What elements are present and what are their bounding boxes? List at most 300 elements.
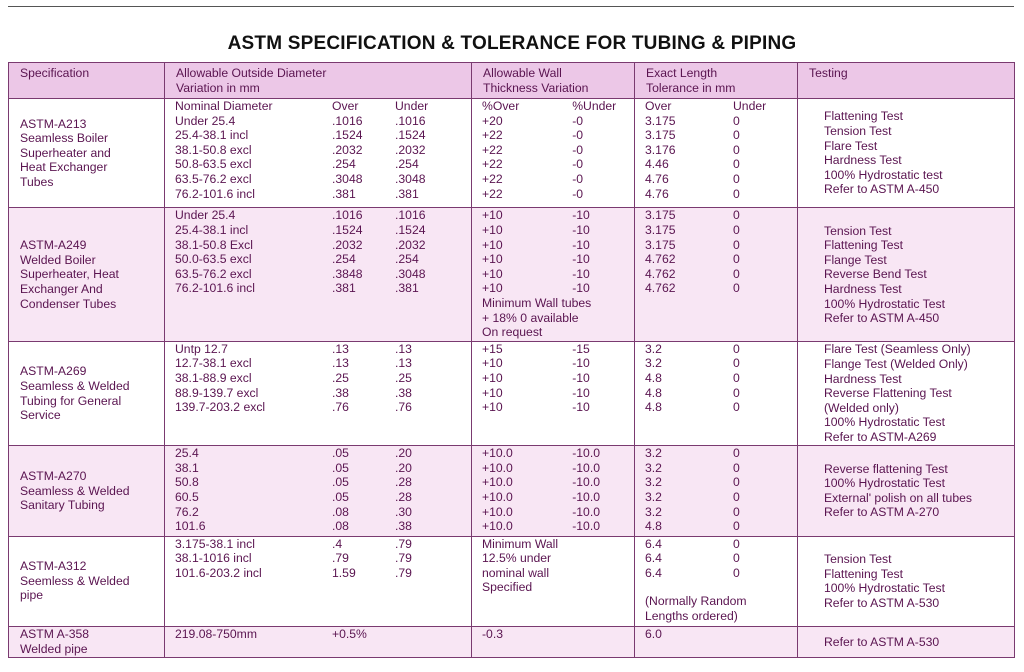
length-value: 0 bbox=[733, 490, 740, 504]
od-cell bbox=[165, 626, 472, 657]
testing-cell bbox=[798, 341, 1015, 445]
od-line bbox=[175, 371, 465, 386]
spec-cell bbox=[9, 208, 165, 341]
wall-line bbox=[482, 187, 628, 202]
length-value: 0 bbox=[733, 400, 740, 415]
wall-value: %Under bbox=[572, 99, 617, 113]
spec-cell bbox=[9, 626, 165, 657]
length-value: 0 bbox=[733, 475, 740, 490]
length-value: 3.175 bbox=[645, 113, 676, 128]
wall-value bbox=[572, 627, 628, 642]
length-cell bbox=[635, 341, 798, 445]
wall-value: +10 bbox=[482, 208, 503, 223]
wall-value: -10.0 bbox=[572, 490, 600, 504]
test-item: Hardness Test bbox=[824, 153, 902, 168]
od-value: 25.4-38.1 incl bbox=[175, 222, 249, 237]
length-value: 0 bbox=[733, 565, 740, 580]
od-value: .20 bbox=[395, 460, 412, 475]
od-value: .381 bbox=[332, 281, 356, 296]
od-value: .25 bbox=[395, 371, 412, 386]
od-value: 3.175-38.1 incl bbox=[175, 536, 255, 551]
length-value: 0 bbox=[733, 113, 740, 128]
od-line bbox=[175, 281, 465, 296]
length-value: 0 bbox=[733, 519, 740, 534]
od-line bbox=[175, 157, 465, 172]
spec-line: Service bbox=[20, 408, 61, 423]
od-line bbox=[175, 342, 465, 357]
page-title: ASTM SPECIFICATION & TOLERANCE FOR TUBING & PIPING bbox=[227, 33, 797, 54]
length-line bbox=[645, 143, 791, 158]
wall-value: +20 bbox=[482, 113, 503, 128]
od-value: .2032 bbox=[395, 142, 426, 157]
length-value: 3.175 bbox=[645, 128, 676, 143]
od-value: .79 bbox=[332, 551, 349, 566]
od-value bbox=[395, 627, 455, 642]
length-value: 4.762 bbox=[645, 266, 676, 281]
test-item: Tension Test bbox=[824, 124, 892, 138]
od-value: .1016 bbox=[332, 208, 363, 223]
length-value: 4.8 bbox=[645, 385, 662, 400]
od-value: 76.2-101.6 incl bbox=[175, 186, 255, 201]
test-item: Refer to ASTM A-270 bbox=[824, 505, 940, 520]
length-line bbox=[645, 267, 791, 282]
spec-line: Heat Exchanger bbox=[20, 160, 108, 175]
od-line bbox=[175, 551, 465, 566]
length-value: 0 bbox=[733, 281, 740, 296]
spec-line: Welded pipe bbox=[20, 641, 88, 656]
od-value: 38.1-88.9 excl bbox=[175, 371, 252, 386]
length-line bbox=[645, 238, 791, 253]
wall-value: +10.0 bbox=[482, 446, 513, 461]
od-value: .79 bbox=[395, 565, 412, 580]
od-value: 63.5-76.2 excl bbox=[175, 171, 252, 186]
wall-cell bbox=[472, 341, 635, 445]
od-value: 50.8-63.5 excl bbox=[175, 157, 252, 172]
od-value: .38 bbox=[332, 385, 349, 400]
test-item: Flange Test bbox=[824, 252, 887, 267]
wall-cell bbox=[472, 626, 635, 657]
od-value: .1524 bbox=[332, 222, 363, 237]
od-value: .1524 bbox=[332, 128, 363, 143]
od-value: .05 bbox=[332, 446, 349, 461]
length-value: 3.2 bbox=[645, 490, 662, 504]
length-line bbox=[645, 172, 791, 187]
header-outside-diameter: Allowable Outside Diameter Variation in mm bbox=[165, 63, 472, 99]
wall-value: -10.0 bbox=[572, 460, 600, 475]
wall-value: +22 bbox=[482, 128, 503, 143]
od-cell bbox=[165, 536, 472, 626]
length-line bbox=[645, 551, 791, 566]
wall-note: nominal wall bbox=[482, 565, 550, 580]
length-line bbox=[645, 99, 791, 114]
od-value: Untp 12.7 bbox=[175, 341, 228, 356]
od-line bbox=[175, 172, 465, 187]
wall-value: -10 bbox=[572, 208, 590, 223]
od-value: .05 bbox=[332, 475, 349, 490]
od-line bbox=[175, 223, 465, 238]
length-value: 6.4 bbox=[645, 536, 662, 551]
length-value: 3.2 bbox=[645, 341, 662, 356]
od-line bbox=[175, 267, 465, 282]
od-value: 38.1-1016 incl bbox=[175, 551, 252, 566]
od-value: Under 25.4 bbox=[175, 208, 236, 223]
length-line bbox=[645, 187, 791, 202]
wall-value: +10.0 bbox=[482, 504, 513, 519]
wall-value: +10 bbox=[482, 356, 503, 371]
od-value: .254 bbox=[332, 252, 356, 267]
wall-value: -10.0 bbox=[572, 519, 600, 534]
wall-value: -0 bbox=[572, 171, 584, 186]
od-line bbox=[175, 566, 465, 581]
length-cell bbox=[635, 99, 798, 208]
od-line bbox=[175, 627, 465, 642]
od-value: 38.1 bbox=[175, 460, 199, 475]
header-testing: Testing bbox=[798, 63, 1015, 99]
spec-line: Seamless & Welded bbox=[20, 483, 130, 498]
length-value: 4.76 bbox=[645, 171, 669, 186]
wall-value: +10 bbox=[482, 222, 503, 237]
length-line bbox=[645, 356, 791, 371]
wall-value: -0 bbox=[572, 128, 584, 143]
od-value: .08 bbox=[332, 504, 349, 519]
length-value bbox=[733, 627, 773, 642]
length-line bbox=[645, 128, 791, 143]
wall-value: +15 bbox=[482, 341, 503, 356]
wall-line bbox=[482, 252, 628, 267]
spec-line: ASTM-A269 bbox=[20, 364, 87, 379]
spec-line: ASTM-A249 bbox=[20, 238, 87, 253]
length-line bbox=[645, 400, 791, 415]
length-cell bbox=[635, 446, 798, 536]
wall-value: +10 bbox=[482, 281, 503, 296]
length-value: 6.4 bbox=[645, 551, 662, 566]
od-value: 101.6-203.2 incl bbox=[175, 565, 262, 580]
spec-line: ASTM-A213 bbox=[20, 116, 87, 131]
wall-note: + 18% 0 available bbox=[482, 310, 579, 325]
wall-note: On request bbox=[482, 325, 543, 340]
od-line bbox=[175, 490, 465, 505]
od-value: .254 bbox=[332, 157, 356, 172]
od-value: 219.08-750mm bbox=[175, 626, 257, 641]
testing-cell bbox=[798, 208, 1015, 341]
wall-line bbox=[482, 99, 628, 114]
wall-value: +22 bbox=[482, 171, 503, 186]
wall-line bbox=[482, 505, 628, 520]
od-value: 25.4 bbox=[175, 446, 199, 461]
length-value: 3.2 bbox=[645, 356, 662, 371]
length-value: 0 bbox=[733, 142, 740, 157]
od-value: Over bbox=[332, 99, 359, 113]
wall-value: -0 bbox=[572, 142, 584, 157]
test-item: Refer to ASTM A-450 bbox=[824, 182, 940, 197]
wall-line bbox=[482, 356, 628, 371]
od-cell bbox=[165, 341, 472, 445]
od-value: .38 bbox=[395, 519, 412, 534]
spec-line: Superheater, Heat bbox=[20, 267, 119, 282]
length-value: 0 bbox=[733, 385, 740, 400]
wall-line bbox=[482, 128, 628, 143]
od-value: 76.2 bbox=[175, 504, 199, 519]
od-line bbox=[175, 537, 465, 552]
test-item: External' polish on all tubes bbox=[824, 490, 972, 505]
wall-value: +10 bbox=[482, 266, 503, 281]
length-value: 0 bbox=[733, 208, 740, 223]
wall-line bbox=[482, 267, 628, 282]
od-value: .20 bbox=[395, 446, 412, 461]
od-value: .28 bbox=[395, 490, 412, 504]
spec-cell bbox=[9, 446, 165, 536]
length-value: 3.175 bbox=[645, 208, 676, 223]
od-line bbox=[175, 356, 465, 371]
od-line bbox=[175, 99, 465, 114]
length-line bbox=[645, 627, 791, 642]
od-value: .2032 bbox=[332, 142, 363, 157]
testing-cell bbox=[798, 99, 1015, 208]
od-value: 101.6 bbox=[175, 519, 206, 534]
wall-value: -10 bbox=[572, 237, 590, 252]
length-value: Under bbox=[733, 99, 767, 113]
od-value: .254 bbox=[395, 157, 419, 172]
test-item: Refer to ASTM A-450 bbox=[824, 311, 940, 326]
length-value: 0 bbox=[733, 551, 740, 566]
wall-value: -10 bbox=[572, 266, 590, 281]
od-value: 76.2-101.6 incl bbox=[175, 281, 255, 296]
wall-value: +22 bbox=[482, 157, 503, 172]
length-value: 0 bbox=[733, 504, 740, 519]
wall-value: -0 bbox=[572, 186, 584, 201]
wall-line bbox=[482, 490, 628, 505]
od-value: .79 bbox=[395, 536, 412, 551]
wall-line bbox=[482, 386, 628, 401]
od-value: .05 bbox=[332, 490, 349, 504]
test-item: (Welded only) bbox=[824, 400, 899, 415]
test-item: Reverse flattening Test bbox=[824, 461, 948, 476]
wall-line bbox=[482, 114, 628, 129]
test-item: Hardness Test bbox=[824, 371, 902, 386]
od-value: .2032 bbox=[332, 237, 363, 252]
test-item: Flare Test (Seamless Only) bbox=[824, 342, 971, 357]
wall-value: -10 bbox=[572, 371, 590, 386]
length-value: 0 bbox=[733, 157, 740, 172]
od-value: .3048 bbox=[395, 171, 426, 186]
od-value: .3848 bbox=[332, 266, 363, 281]
length-value: 0 bbox=[733, 237, 740, 252]
length-spacer bbox=[645, 580, 791, 594]
length-value: 0 bbox=[733, 266, 740, 281]
wall-line bbox=[482, 461, 628, 476]
wall-line bbox=[482, 371, 628, 386]
od-value: .1016 bbox=[395, 208, 426, 223]
length-value: 0 bbox=[733, 171, 740, 186]
length-line bbox=[645, 371, 791, 386]
od-value: .1016 bbox=[395, 113, 426, 128]
spec-line: Superheater and bbox=[20, 145, 111, 160]
length-value: 0 bbox=[733, 222, 740, 237]
od-line bbox=[175, 461, 465, 476]
test-item: Flattening Test bbox=[824, 238, 904, 253]
wall-line bbox=[482, 172, 628, 187]
test-item: Hardness Test bbox=[824, 281, 902, 296]
od-line bbox=[175, 400, 465, 415]
test-item: 100% Hydrostatic test bbox=[824, 167, 943, 182]
wall-value: -10.0 bbox=[572, 446, 600, 461]
length-cell bbox=[635, 536, 798, 626]
testing-cell bbox=[798, 536, 1015, 626]
top-rule bbox=[8, 6, 1014, 7]
wall-value: +10.0 bbox=[482, 490, 513, 504]
wall-value: -0 bbox=[572, 113, 584, 128]
length-value: 0 bbox=[733, 128, 740, 143]
spec-line: Seemless & Welded bbox=[20, 573, 130, 588]
od-line bbox=[175, 143, 465, 158]
wall-cell bbox=[472, 446, 635, 536]
od-value: 1.59 bbox=[332, 565, 356, 580]
length-line bbox=[645, 519, 791, 534]
spec-line: Condenser Tubes bbox=[20, 296, 117, 311]
wall-value: +10 bbox=[482, 252, 503, 267]
length-line bbox=[645, 252, 791, 267]
od-cell bbox=[165, 208, 472, 341]
od-value: 38.1-50.8 Excl bbox=[175, 237, 253, 252]
wall-line bbox=[482, 143, 628, 158]
spec-line: Exchanger And bbox=[20, 281, 103, 296]
test-item: 100% Hydrostatic Test bbox=[824, 296, 946, 311]
test-item: Flattening Test bbox=[824, 109, 904, 124]
length-value: 4.8 bbox=[645, 400, 662, 415]
spec-cell bbox=[9, 536, 165, 626]
length-value: 3.175 bbox=[645, 237, 676, 252]
length-value: 3.2 bbox=[645, 475, 662, 490]
wall-line bbox=[482, 446, 628, 461]
wall-value: +10 bbox=[482, 385, 503, 400]
table-row bbox=[9, 341, 1015, 445]
od-value: .381 bbox=[332, 186, 356, 201]
testing-cell bbox=[798, 626, 1015, 657]
test-item: Refer to ASTM A-530 bbox=[824, 634, 940, 649]
length-line bbox=[645, 223, 791, 238]
od-line bbox=[175, 114, 465, 129]
wall-value: +10 bbox=[482, 371, 503, 386]
od-cell bbox=[165, 99, 472, 208]
length-value: 3.2 bbox=[645, 460, 662, 475]
od-value: .38 bbox=[395, 385, 412, 400]
length-cell bbox=[635, 626, 798, 657]
length-value: 0 bbox=[733, 371, 740, 386]
header-length-tolerance: Exact Length Tolerance in mm bbox=[635, 63, 798, 99]
wall-value: +22 bbox=[482, 186, 503, 201]
length-value: 6.4 bbox=[645, 565, 662, 580]
length-value: 0 bbox=[733, 341, 740, 356]
wall-line bbox=[482, 519, 628, 534]
od-value: 63.5-76.2 excl bbox=[175, 266, 252, 281]
wall-value: +10 bbox=[482, 237, 503, 252]
table-row bbox=[9, 99, 1015, 208]
wall-value: -0 bbox=[572, 157, 584, 172]
length-value: 3.176 bbox=[645, 142, 676, 157]
length-value: 3.2 bbox=[645, 446, 662, 461]
wall-line bbox=[482, 400, 628, 415]
length-cell bbox=[635, 208, 798, 341]
length-value: 3.2 bbox=[645, 504, 662, 519]
table-row bbox=[9, 446, 1015, 536]
test-item: Tension Test bbox=[824, 552, 892, 566]
length-value: 4.762 bbox=[645, 281, 676, 296]
od-value: +0.5% bbox=[332, 626, 367, 641]
wall-note: Minimum Wall tubes bbox=[482, 295, 592, 310]
astm-tolerance-table bbox=[8, 62, 1015, 658]
od-value: 60.5 bbox=[175, 490, 199, 504]
od-value: 25.4-38.1 incl bbox=[175, 128, 249, 143]
od-line bbox=[175, 187, 465, 202]
od-value: .2032 bbox=[395, 237, 426, 252]
od-value: .28 bbox=[395, 475, 412, 490]
wall-line bbox=[482, 223, 628, 238]
wall-value: +22 bbox=[482, 142, 503, 157]
test-item: Refer to ASTM-A269 bbox=[824, 430, 937, 445]
test-item: Reverse Flattening Test bbox=[824, 386, 952, 401]
length-value: 0 bbox=[733, 460, 740, 475]
wall-value: +10 bbox=[482, 400, 503, 415]
wall-value: -10 bbox=[572, 400, 590, 415]
wall-line bbox=[482, 475, 628, 490]
length-value: 4.8 bbox=[645, 371, 662, 386]
od-value: .1524 bbox=[395, 128, 426, 143]
length-line bbox=[645, 537, 791, 552]
test-item: 100% Hydrostatic Test bbox=[824, 415, 946, 430]
table-row bbox=[9, 626, 1015, 657]
od-value: .13 bbox=[332, 356, 349, 371]
wall-line bbox=[482, 281, 628, 296]
od-line bbox=[175, 238, 465, 253]
wall-value: -0.3 bbox=[482, 626, 504, 641]
spec-line: Seamless Boiler bbox=[20, 131, 109, 146]
wall-value: -10.0 bbox=[572, 504, 600, 519]
length-value: 0 bbox=[733, 252, 740, 267]
length-line bbox=[645, 114, 791, 129]
spec-line: Tubing for General bbox=[20, 393, 122, 408]
spec-line: Welded Boiler bbox=[20, 252, 96, 267]
wall-value: -10 bbox=[572, 222, 590, 237]
wall-line bbox=[482, 238, 628, 253]
test-item: 100% Hydrostatic Test bbox=[824, 476, 946, 491]
od-value: .381 bbox=[395, 186, 419, 201]
spec-line: ASTM-A270 bbox=[20, 468, 87, 483]
od-value: .1524 bbox=[395, 222, 426, 237]
length-value: 0 bbox=[733, 446, 740, 461]
length-line bbox=[645, 342, 791, 357]
wall-value: +10.0 bbox=[482, 460, 513, 475]
length-line bbox=[645, 157, 791, 172]
wall-value: -10.0 bbox=[572, 475, 600, 490]
wall-note: 12.5% under bbox=[482, 551, 552, 566]
od-line bbox=[175, 386, 465, 401]
wall-cell bbox=[472, 208, 635, 341]
od-value: .4 bbox=[332, 536, 343, 551]
length-value: 0 bbox=[733, 186, 740, 201]
od-line bbox=[175, 208, 465, 223]
length-line bbox=[645, 281, 791, 296]
table-row bbox=[9, 208, 1015, 341]
length-value: 3.175 bbox=[645, 222, 676, 237]
spec-line: Sanitary Tubing bbox=[20, 498, 105, 513]
test-item: Flattening Test bbox=[824, 566, 904, 581]
od-line bbox=[175, 446, 465, 461]
test-item: Flange Test (Welded Only) bbox=[824, 357, 968, 372]
table-row bbox=[9, 536, 1015, 626]
od-value: 50.8 bbox=[175, 475, 199, 490]
wall-cell bbox=[472, 536, 635, 626]
od-line bbox=[175, 519, 465, 534]
